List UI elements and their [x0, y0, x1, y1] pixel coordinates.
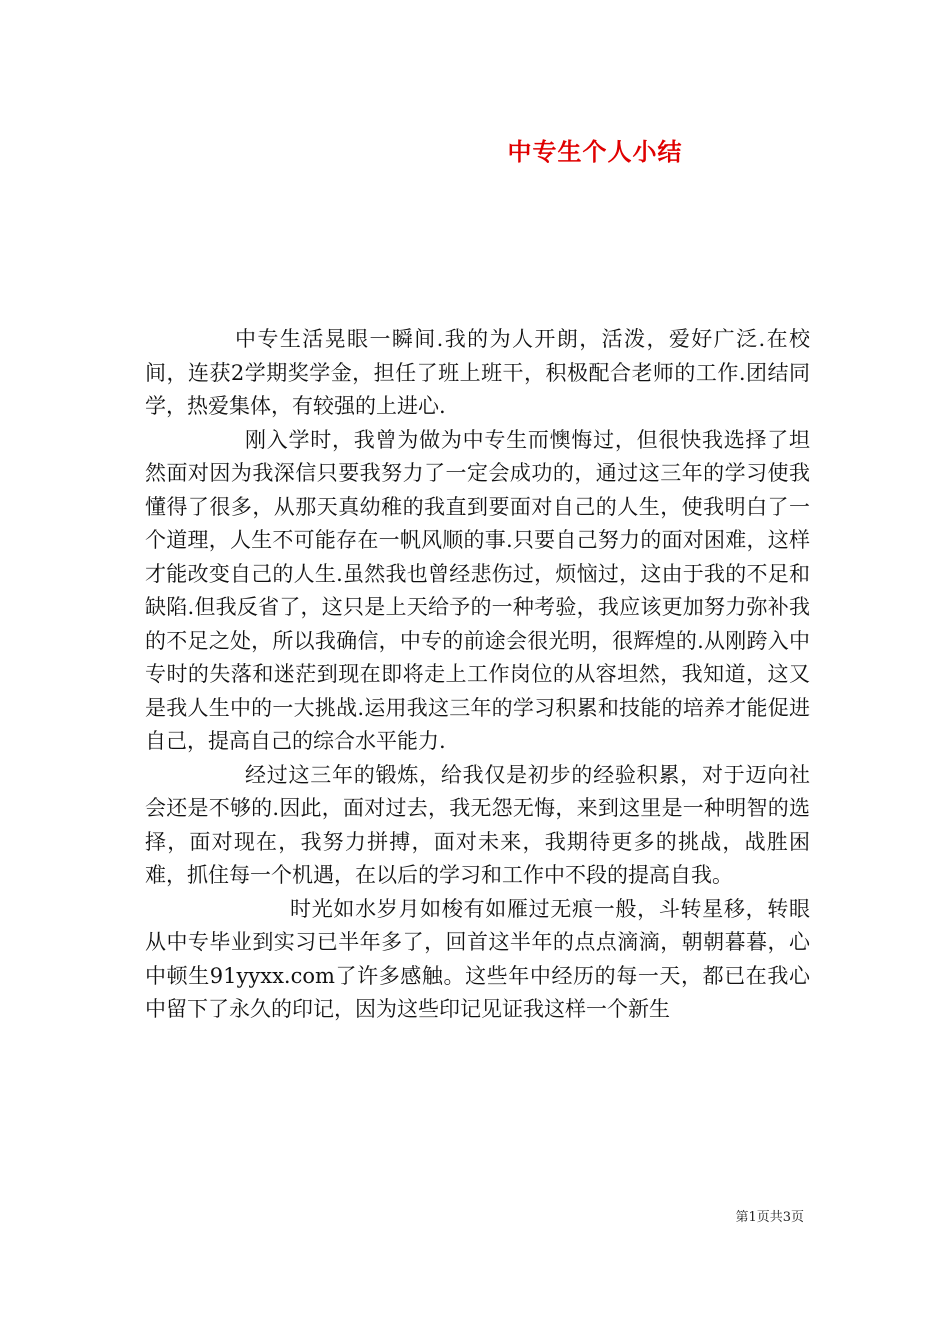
paragraph-3: 经过这三年的锻炼，给我仅是初步的经验积累，对于迈向社会还是不够的.因此，面对过去，我无怨无悔，来到这里是一种明智的选择，面对现在，我努力拼搏，面对未来，我期待更多的挑战，战胜困难，抓住每一个机遇，在以后的学习和工作中不段的提高自我。	[145, 762, 810, 887]
page-number-footer: 第1页共3页	[735, 1210, 804, 1225]
document-body	[145, 323, 810, 1027]
paragraph-4: 时光如水岁月如梭有如雁过无痕一般，斗转星移，转眼从中专毕业到实习已半年多了，回首这半年的点点滴滴，朝朝暮暮，心中顿生91yyxx.com了许多感触。这些年中经历的每一天，都已在我心中留下了永久的印记，因为这些印记见证我这样一个新生	[145, 896, 810, 1021]
document-title: 中专生个人小结	[507, 137, 683, 166]
paragraph-1: 中专生活晃眼一瞬间.我的为人开朗，活泼，爱好广泛.在校间，连获2学期奖学金，担任了班上班干，积极配合老师的工作.团结同学，热爱集体，有较强的上进心.	[145, 327, 810, 418]
paragraph-2: 刚入学时，我曾为做为中专生而懊悔过，但很快我选择了坦然面对因为我深信只要我努力了一定会成功的，通过这三年的学习使我懂得了很多，从那天真幼稚的我直到要面对自己的人生，使我明白了一个道理，人生不可能存在一帆风顺的事.只要自己努力的面对困难，这样才能改变自己的人生.虽然我也曾经悲伤过，烦恼过，这由于我的不足和缺陷.但我反省了，这只是上天给予的一种考验，我应该更加努力弥补我的不足之处，所以我确信，中专的前途会很光明，很辉煌的.从刚跨入中专时的失落和迷茫到现在即将走上工作岗位的从容坦然，我知道，这又是我人生中的一大挑战.运用我这三年的学习积累和技能的培养才能促进自己，提高自己的综合水平能力.	[145, 427, 810, 753]
